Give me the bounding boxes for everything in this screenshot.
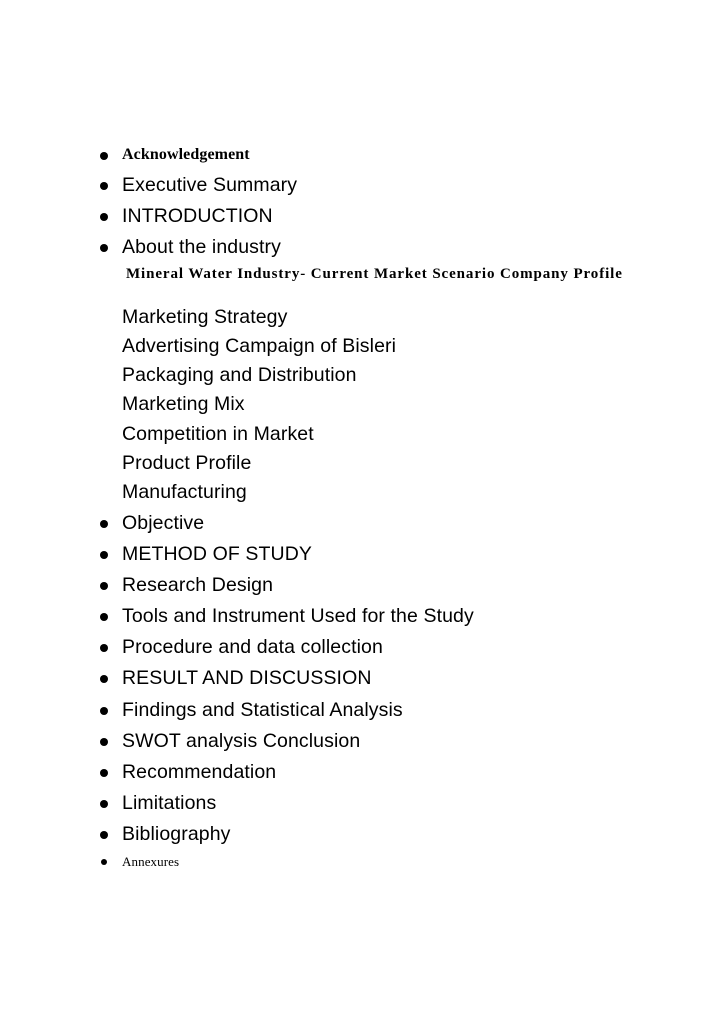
bullet-icon — [100, 769, 108, 777]
bullet-icon — [100, 738, 108, 746]
toc-item: Limitations — [122, 792, 217, 814]
toc-item: Recommendation — [122, 761, 277, 783]
bullet-icon — [100, 520, 108, 528]
toc-item: Procedure and data collection — [122, 636, 383, 658]
toc-item: SWOT analysis Conclusion — [122, 730, 361, 752]
bullet-icon — [100, 244, 108, 252]
toc-item: METHOD OF STUDY — [122, 543, 312, 565]
toc-item: Findings and Statistical Analysis — [122, 699, 403, 721]
toc-acknowledgement: Acknowledgement — [122, 146, 250, 163]
bullet-icon — [100, 675, 108, 683]
bullet-icon — [100, 582, 108, 590]
bullet-icon — [100, 213, 108, 221]
bullet-icon — [100, 152, 108, 160]
toc-sub-item: Marketing Mix — [122, 393, 245, 415]
bullet-icon — [100, 613, 108, 621]
toc-item: Research Design — [122, 574, 274, 596]
toc-sub-item: Competition in Market — [122, 423, 314, 445]
bullet-icon — [100, 800, 108, 808]
toc-introduction: INTRODUCTION — [122, 205, 273, 227]
bullet-icon — [100, 551, 108, 559]
toc-item: RESULT AND DISCUSSION — [122, 667, 372, 689]
bullet-icon — [101, 859, 107, 865]
toc-sub-item: Packaging and Distribution — [122, 364, 357, 386]
toc-sub-item: Manufacturing — [122, 481, 247, 503]
bullet-icon — [100, 182, 108, 190]
toc-sub-item: Advertising Campaign of Bisleri — [122, 335, 397, 357]
toc-item: Objective — [122, 512, 205, 534]
toc-annexures: Annexures — [122, 854, 180, 869]
bullet-icon — [100, 644, 108, 652]
toc-executive-summary: Executive Summary — [122, 174, 298, 196]
toc-sub-item: Marketing Strategy — [122, 306, 288, 328]
bullet-icon — [100, 707, 108, 715]
toc-about-industry: About the industry — [122, 236, 281, 258]
bullet-icon — [100, 831, 108, 839]
toc-item: Tools and Instrument Used for the Study — [122, 605, 474, 627]
toc-sub-item: Product Profile — [122, 452, 252, 474]
toc-market-scenario: Mineral Water Industry- Current Market Scenario Company Profile — [126, 266, 623, 282]
toc-item: Bibliography — [122, 823, 231, 845]
